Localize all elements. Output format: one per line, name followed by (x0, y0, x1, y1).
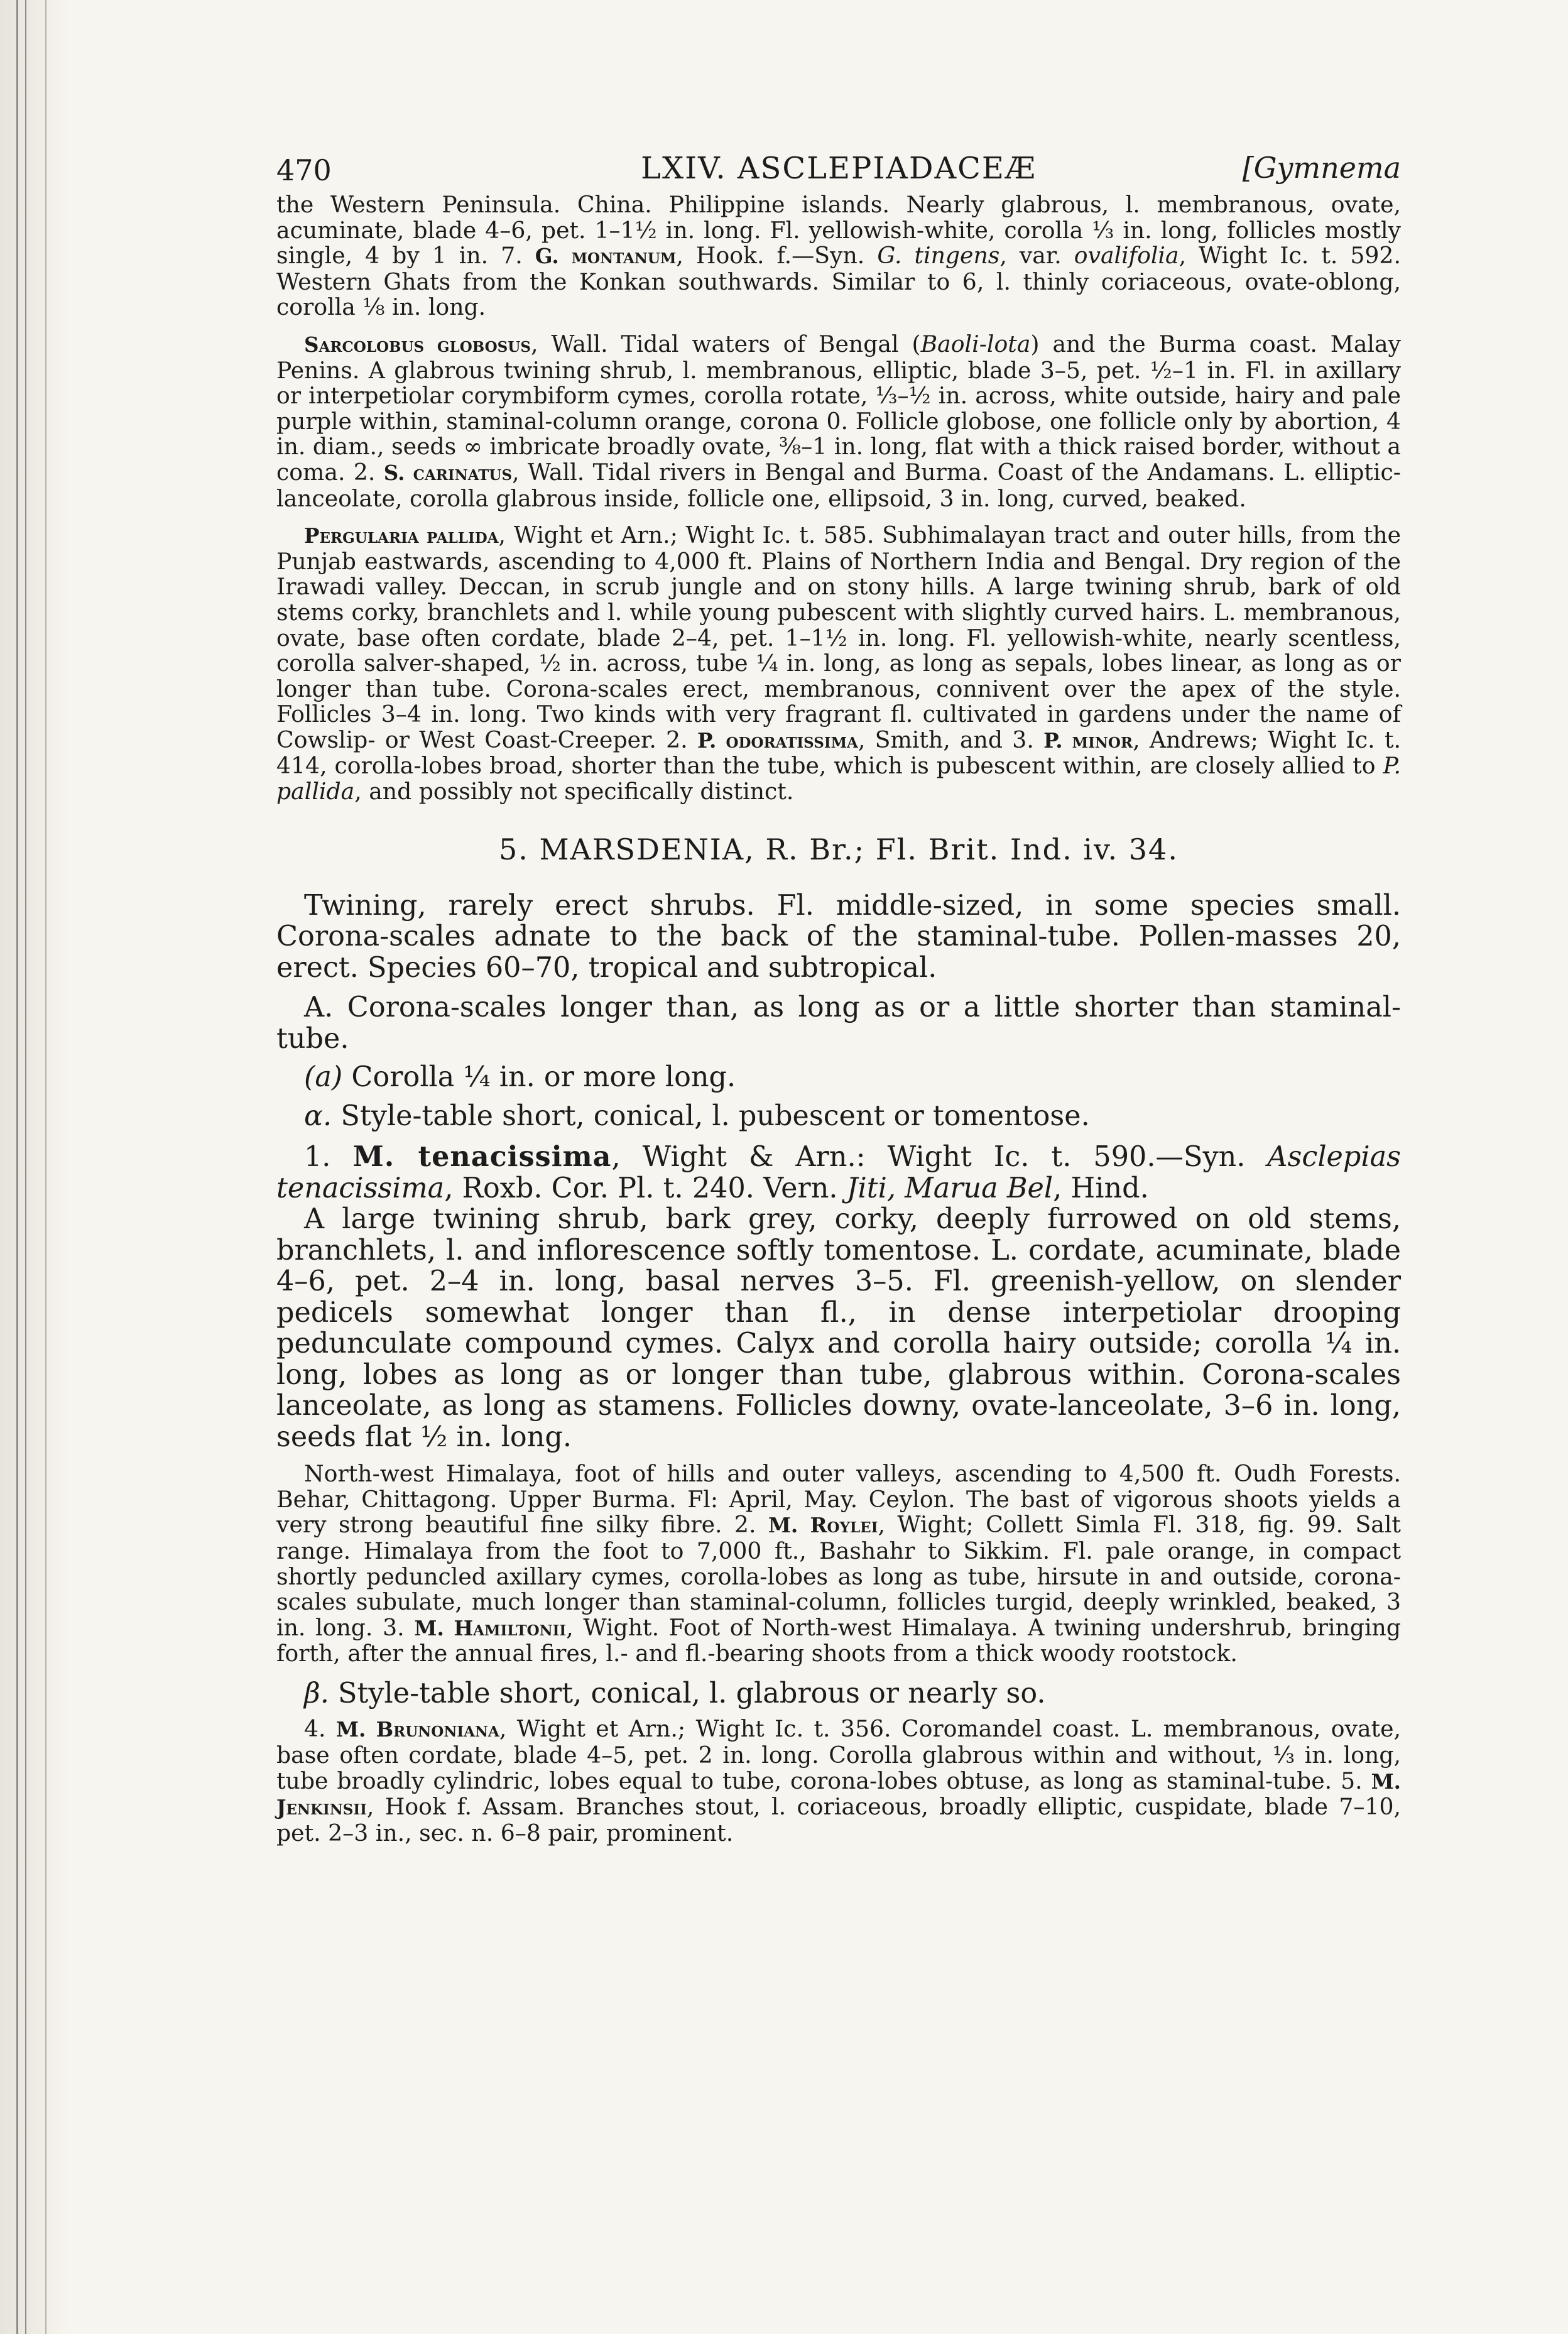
key-a: (a) Corolla ¼ in. or more long. (304, 1061, 736, 1094)
genus-heading: 5. MARSDENIA, R. Br.; Fl. Brit. Ind. iv. 34. (499, 832, 1179, 866)
gutter-line (25, 0, 26, 2334)
species-name: M. Hamiltonii (414, 1615, 567, 1640)
key-alpha: α. Style-table short, conical, l. pubescent or tomentose. (304, 1099, 1090, 1132)
species-name: M. Brunoniana (335, 1717, 499, 1742)
vernacular-name: Jiti, Marua Bel (846, 1172, 1054, 1204)
synonym: G. tingens (877, 242, 1000, 270)
gymnema-continuation: the Western Peninsula. China. Philippine islands. Nearly glabrous, l. membranous, ovate, acuminate, blade 4–6, pet. 1–1½ in. long. Fl. yellowish-white, corolla ⅓ in. long, follicles mostly single, 4 by 1 in. 7. G. montanum, Hook. f.—Syn. G. tingens, var. ovalifolia, Wight Ic. t. 592. Western Ghats from the Konkan southwards. Similar to 6, l. thinly coriaceous, ovate-oblong, corolla ⅛ in. long. (276, 191, 1401, 321)
running-title: LXIV. ASCLEPIADACEÆ (641, 151, 1037, 186)
species-1-notes: North-west Himalaya, foot of hills and outer valleys, ascending to 4,500 ft. Oudh Forests. Behar, Chittagong. Upper Burma. Fl: April, May. Ceylon. The bast of vigorous shoots yields a very strong beautiful fine silky fibre. 2. M. Roylei, Wight; Collett Simla Fl. 318, fig. 99. Salt range. Himalaya from the foot to 7,000 ft., Bashahr to Sikkim. Fl. pale orange, in compact shortly peduncled axillary cymes, corolla-lobes as long as tube, hirsute in and outside, corona-scales subulate, much longer than staminal-column, follicles turgid, deeply wrinkled, beaked, 3 in. long. 3. M. Hamiltonii, Wight. Foot of North-west Himalaya. A twining undershrub, bringing forth, after the annual fires, l.- and fl.-bearing shoots from a thick woody rootstock. (276, 1460, 1401, 1667)
species-4-5-notes: 4. M. Brunoniana, Wight et Arn.; Wight Ic. t. 356. Coromandel coast. L. membranous, ovate, base often cordate, blade 4–5, pet. 2 in. long. Corolla glabrous within and without, ⅓ in. long, tube broadly cylindric, lobes equal to tube, corona-lobes obtuse, as long as staminal-tube. 5. M. Jenkinsii, Hook f. Assam. Branches stout, l. coriaceous, broadly elliptic, cuspidate, blade 7–10, pet. 2–3 in., sec. n. 6–8 pair, prominent. (276, 1715, 1401, 1846)
gutter-line (45, 0, 46, 2334)
page-number: 470 (276, 153, 332, 187)
synonym-variety: ovalifolia (1074, 242, 1179, 270)
running-header (276, 139, 1401, 192)
species-name: G. montanum (535, 244, 677, 269)
species-name: Pergularia pallida (304, 523, 499, 548)
genus-description: Twining, rarely erect shrubs. Fl. middle-sized, in some species small. Corona-scales adnate to the back of the staminal-tube. Pollen-masses 20, erect. Species 60–70, tropical and subtropical. (276, 889, 1401, 984)
species-name: P. minor (1043, 728, 1133, 753)
species-name: M. tenacissima (352, 1140, 612, 1174)
book-page (276, 139, 1401, 1846)
species-1-heading: 1. M. tenacissima, Wight & Arn.: Wight Ic. t. 590.—Syn. Asclepias tenacissima, Roxb. Cor. Pl. t. 240. Vern. Jiti, Marua Bel, Hind. (276, 1140, 1401, 1204)
synonym: Asclepias tenacissima (276, 1141, 1401, 1204)
binding-gutter (0, 0, 69, 2334)
key-A: A. Corona-scales longer than, as long as or a little shorter than staminal-tube. (276, 991, 1401, 1055)
key-beta: β. Style-table short, conical, l. glabrous or nearly so. (304, 1677, 1046, 1710)
species-name: P. odoratissima (697, 728, 858, 753)
species-name: Sarcolobus globosus (304, 332, 531, 357)
pergularia-entry: Pergularia pallida, Wight et Arn.; Wight Ic. t. 585. Subhimalayan tract and outer hills, from the Punjab eastwards, ascending to 4,000 ft. Plains of Northern India and Bengal. Dry region of the Irawadi valley. Deccan, in scrub jungle and on stony hills. A large twining shrub, bark of old stems corky, branchlets and l. while young pubescent with slightly curved hairs. L. membranous, ovate, base often cordate, blade 2–4, pet. 1–1½ in. long. Fl. yellowish-white, nearly scentless, corolla salver-shaped, ½ in. across, tube ¼ in. long, as long as sepals, lobes linear, as long as or longer than tube. Corona-scales erect, membranous, connivent over the apex of the style. Follicles 3–4 in. long. Two kinds with very fragrant fl. cultivated in gardens under the name of Cowslip- or West Coast-Creeper. 2. P. odoratissima, Smith, and 3. P. minor, Andrews; Wight Ic. t. 414, corolla-lobes broad, shorter than the tube, which is pubescent within, are closely allied to P. pallida, and possibly not specifically distinct. (276, 521, 1401, 805)
gutter-line (16, 0, 18, 2334)
vernacular-name: Baoli-lota (920, 330, 1031, 357)
species-name: S. carinatus (383, 460, 513, 485)
small-print-block (276, 192, 1401, 805)
species-reference: P. pallida (276, 752, 1401, 805)
genus-bracket: [Gymnema (1242, 151, 1401, 185)
species-name: M. Roylei (768, 1513, 878, 1538)
species-name: M. Jenkinsii (276, 1769, 1401, 1820)
sarcolobus-entry: Sarcolobus globosus, Wall. Tidal waters of Bengal (Baoli-lota) and the Burma coast. Malay Penins. A glabrous twining shrub, l. membranous, elliptic, blade 3–5, pet. ½–1 in. Fl. in axillary or interpetiolar corymbiform cymes, corolla rotate, ⅓–½ in. across, white outside, hairy and pale purple within, staminal-column orange, corona 0. Follicle globose, one follicle only by abortion, 4 in. diam., seeds ∞ imbricate broadly ovate, ⅜–1 in. long, flat with a thick raised border, without a coma. 2. S. carinatus, Wall. Tidal rivers in Bengal and Burma. Coast of the Andamans. L. elliptic-lanceolate, corolla glabrous inside, follicle one, ellipsoid, 3 in. long, curved, beaked. (276, 330, 1402, 512)
species-1-description: A large twining shrub, bark grey, corky, deeply furrowed on old stems, branchlets, l. and inflorescence softly tomentose. L. cordate, acuminate, blade 4–6, pet. 2–4 in. long, basal nerves 3–5. Fl. greenish-yellow, on slender pedicels somewhat longer than fl., in dense interpetiolar drooping pedunculate compound cymes. Calyx and corolla hairy outside; corolla ¼ in. long, lobes as long as or longer than tube, glabrous within. Corona-scales lanceolate, as long as stamens. Follicles downy, ovate-lanceolate, 3–6 in. long, seeds flat ½ in. long. (276, 1203, 1401, 1453)
